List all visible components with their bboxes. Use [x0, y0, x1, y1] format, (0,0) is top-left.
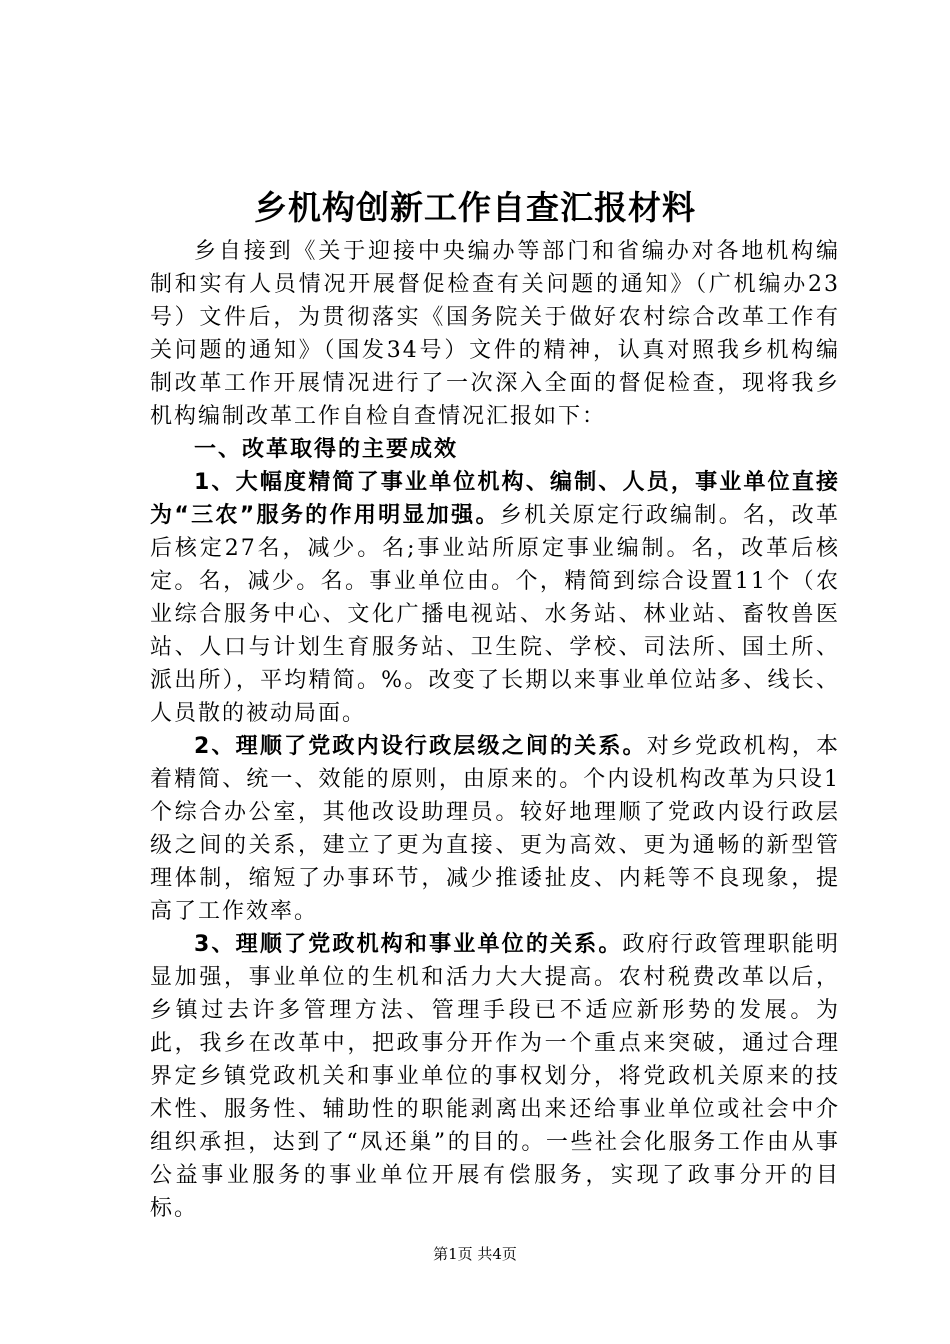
list-item [150, 730, 840, 928]
intro-paragraph: 乡自接到《关于迎接中央编办等部门和省编办对各地机构编制和实有人员情况开展督促检查有关问题的通知》（广机编办23号）文件后，为贯彻落实《国务院关于做好农村综合改革工作有关问题的通知》（国发34号）文件的精神，认真对照我乡机构编制改革工作开展情况进行了一次深入全面的督促检查，现将我乡机构编制改革工作自检自查情况汇报如下： [150, 239, 840, 429]
document-body [150, 235, 840, 1225]
item-text: 对乡党政机构，本着精简、统一、效能的原则，由原来的。个内设机构改革为只设1个综合办公室，其他改设助理员。较好地理顺了党政内设行政层级之间的关系，建立了更为直接、更为高效、更为通畅的新型管理体制，缩短了办事环节，减少推诿扯皮、内耗等不良现象，提高了工作效率。 [150, 734, 840, 924]
section-heading: 一、改革取得的主要成效 [194, 437, 459, 462]
item-text: 政府行政管理职能明显加强，事业单位的生机和活力大大提高。农村税费改革以后，乡镇过去许多管理方法、管理手段已不适应新形势的发展。为此，我乡在改革中，把政事分开作为一个重点来突破，通过合理界定乡镇党政机关和事业单位的事权划分，将党政机关原来的技术性、服务性、辅助性的职能剥离出来还给事业单位或社会中介组织承担，达到了“凤还巢”的目的。一些社会化服务工作由从事公益事业服务的事业单位开展有偿服务，实现了政事分开的目标。 [150, 932, 840, 1221]
document-title: 乡机构创新工作自查汇报材料 [254, 188, 696, 227]
item-lead: 3、理顺了党政机构和事业单位的关系。 [194, 932, 623, 957]
item-lead: 2、理顺了党政内设行政层级之间的关系。 [194, 734, 647, 759]
item-text: 乡机关原定行政编制。名，改革后核定27名，减少。名;事业站所原定事业编制。名，改革后核定。名，减少。名。事业单位由。个，精简到综合设置11个（农业综合服务中心、文化广播电视站、水务站、林业站、畜牧兽医站、人口与计划生育服务站、卫生院、学校、司法所、国土所、派出所），平均精简。%。改变了长期以来事业单位站多、线长、人员散的被动局面。 [150, 503, 840, 726]
page-footer: 第1页 共4页 [433, 1245, 517, 1263]
list-item [150, 928, 840, 1225]
list-item [150, 466, 840, 730]
item-lead: 1、大幅度精简了事业单位机构、编制、人员，事业单位直接为“三农”服务的作用明显加强。 [150, 470, 840, 528]
